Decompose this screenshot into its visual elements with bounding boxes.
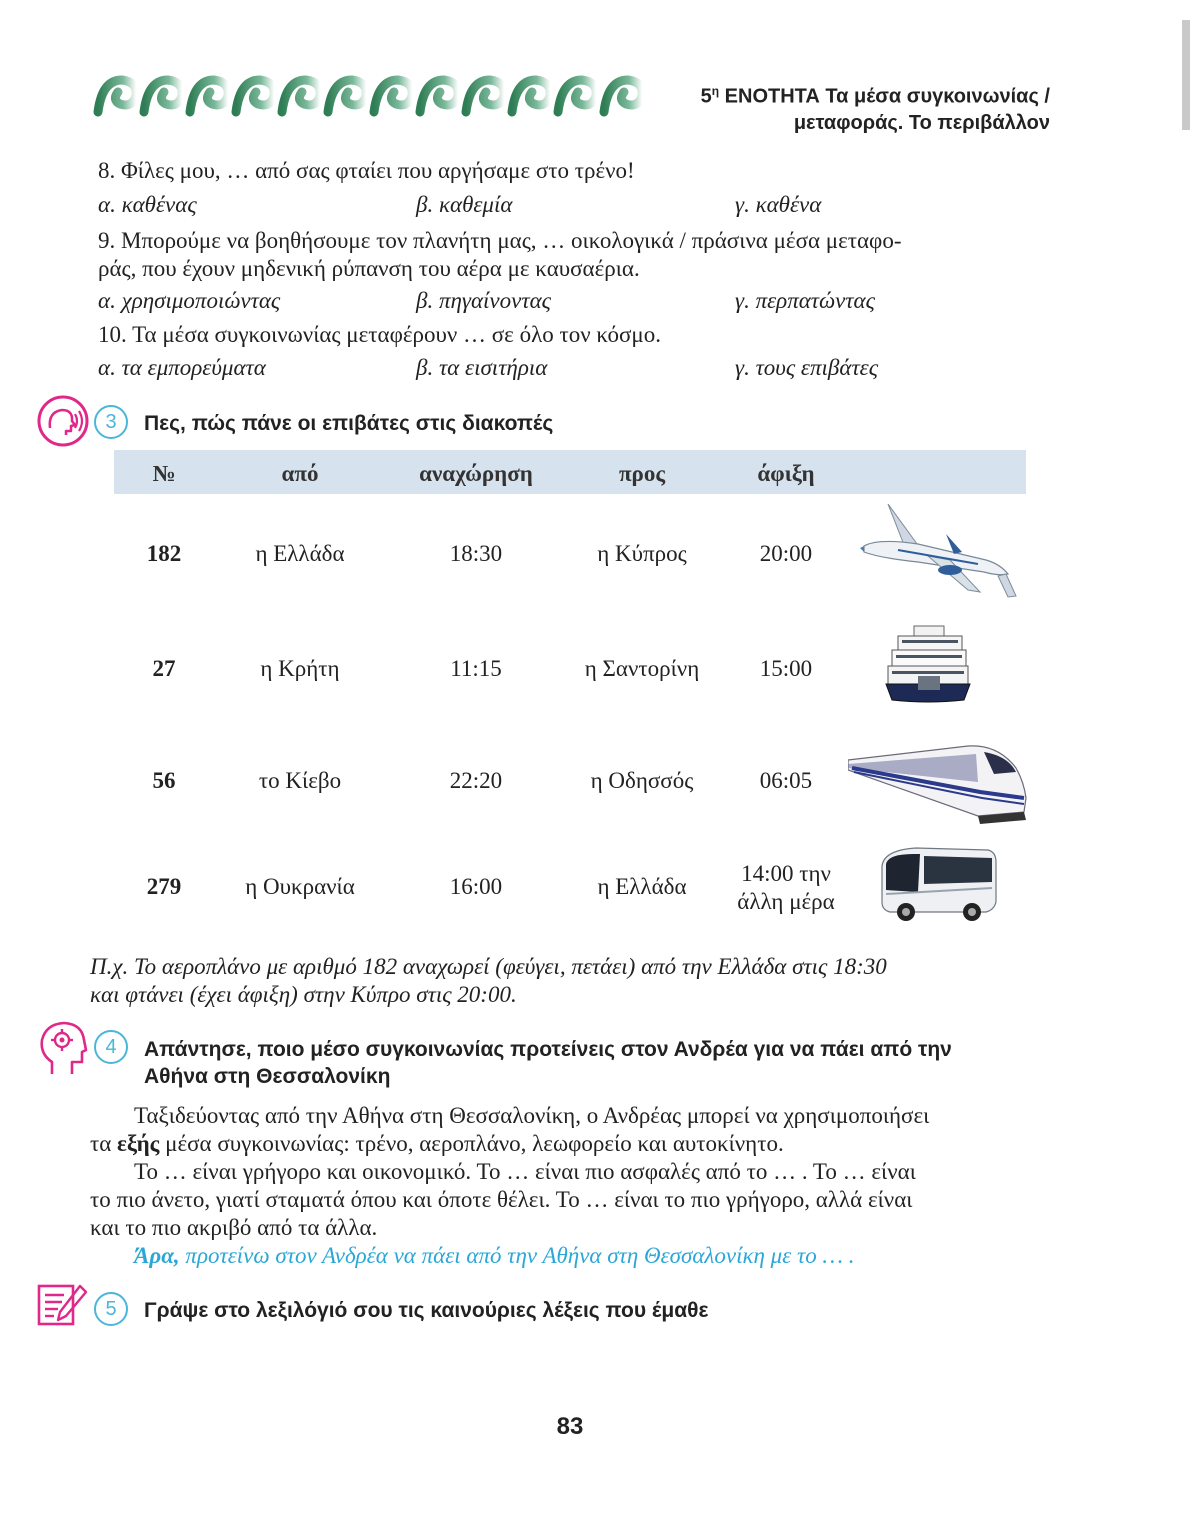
q8-option-b[interactable]: β. καθεμία <box>416 192 513 217</box>
col-to: προς <box>618 461 666 486</box>
unit-title <box>701 78 1050 136</box>
q9-option-b[interactable]: β. πηγαίνοντας <box>416 288 551 313</box>
table-row-2-number: 27 <box>152 656 176 681</box>
wave-spiral <box>190 80 228 112</box>
wave-spiral <box>282 80 320 112</box>
table-row-4-departure: 16:00 <box>449 874 503 899</box>
table-row-1-number: 182 <box>146 541 182 566</box>
speaking-icon <box>36 394 90 448</box>
unit-sup: η <box>711 84 720 98</box>
unit-title-line2: μεταφοράς. Το περιβάλλον <box>793 111 1050 134</box>
q10-option-c[interactable]: γ. τους επιβάτες <box>735 355 879 380</box>
table-row-3-number: 56 <box>152 768 176 793</box>
q9-option-a[interactable]: α. χρησιμοποιώντας <box>98 288 281 313</box>
wave-spiral <box>604 80 642 112</box>
q8-option-c[interactable]: γ. καθένα <box>735 192 822 217</box>
table-row-1-to: η Κύπρος <box>597 541 687 566</box>
paragraph-1-line1: Ταξιδεύοντας από την Αθήνα στη Θεσσαλονίκη, ο Ανδρέας μπορεί να χρησιμοποιήσει <box>134 1103 930 1128</box>
conclusion-text: προτείνω στον Ανδρέα να πάει από την Αθήνα στη Θεσσαλονίκη με το … . <box>179 1243 855 1268</box>
table-row-1-arrival: 20:00 <box>759 541 813 566</box>
example-line2: και φτάνει (έχει άφιξη) στην Κύπρο στις 20:00. <box>90 982 517 1007</box>
table-row-1-from: η Ελλάδα <box>255 541 345 566</box>
paragraph-2-line1: Το … είναι γρήγορο και οικονομικό. Το … είναι πιο ασφαλές από το … . Το … είναι <box>134 1159 916 1184</box>
wave-spiral <box>466 80 504 112</box>
exercise-3-number: 3 <box>94 405 128 439</box>
question-9-line2: ράς, που έχουν μηδενική ρύπανση του αέρα με καυσαέρια. <box>98 256 640 281</box>
page-edge <box>1182 20 1190 130</box>
exercise-4-number: 4 <box>94 1030 128 1064</box>
question-9-line1: 9. Μπορούμε να βοηθήσουμε τον πλανήτη μας, … οικολογικά / πράσινα μέσα μεταφο- <box>98 228 902 253</box>
p1-suffix: μέσα συγκοινωνίας: τρένο, αεροπλάνο, λεωφορείο και αυτοκίνητο. <box>159 1131 784 1156</box>
q10-option-b[interactable]: β. τα εισιτήρια <box>416 355 548 380</box>
wave-spiral <box>420 80 458 112</box>
table-row-2-arrival: 15:00 <box>759 656 813 681</box>
train-icon <box>848 738 1028 824</box>
wave-spiral <box>328 80 366 112</box>
table-row-2-to: η Σαντορίνη <box>584 656 700 681</box>
col-from: από <box>281 461 319 486</box>
greek-wave-ornament <box>90 72 660 120</box>
q9-option-c[interactable]: γ. περπατώντας <box>735 288 875 313</box>
table-row-1-departure: 18:30 <box>449 541 503 566</box>
wave-spiral <box>512 80 550 112</box>
table-row-3-to: η Οδησσός <box>590 768 694 793</box>
wave-spiral <box>236 80 274 112</box>
paragraph-2-line3: και το πιο ακριβό από τα άλλα. <box>90 1215 378 1240</box>
col-departure: αναχώρηση <box>419 461 533 486</box>
conclusion-line <box>90 1242 1050 1270</box>
wave-spiral <box>144 80 182 112</box>
question-10: 10. Τα μέσα συγκοινωνίας μεταφέρουν … σε όλο τον κόσμο. <box>98 322 661 347</box>
bus-icon <box>876 842 1000 926</box>
table-row-4-number: 279 <box>146 874 182 899</box>
exercise-5-title: Γράψε στο λεξιλόγιό σου τις καινούριες λέξεις που έμαθε <box>144 1299 709 1322</box>
exercise-3-title: Πες, πώς πάνε οι επιβάτες στις διακοπές <box>144 412 554 435</box>
table-row-3-departure: 22:20 <box>449 768 503 793</box>
p1-bold-word: εξής <box>117 1131 160 1156</box>
col-arrival: άφιξη <box>757 461 815 486</box>
col-number: № <box>152 461 176 486</box>
ferry-icon <box>884 624 972 706</box>
p1-prefix: τα <box>90 1131 118 1156</box>
wave-spiral <box>374 80 412 112</box>
airplane-icon <box>858 504 1018 600</box>
unit-title-line1: ΕΝΟΤΗΤΑ Τα μέσα συγκοινωνίας / <box>719 85 1050 108</box>
example-line1: Π.χ. Το αεροπλάνο με αριθμό 182 αναχωρεί (φεύγει, πετάει) από την Ελλάδα στις 18:30 <box>90 954 887 979</box>
exercise-4-title-line2: Αθήνα στη Θεσσαλονίκη <box>144 1065 391 1088</box>
wave-spiral <box>98 80 136 112</box>
unit-number: 5 <box>700 85 712 108</box>
paragraph-1-line2 <box>90 1130 1050 1158</box>
exercise-5-number: 5 <box>94 1292 128 1326</box>
table-row-3-arrival: 06:05 <box>759 768 813 793</box>
paragraph-2-line2: το πιο άνετο, γιατί σταματά όπου και όποτε θέλει. Το … είναι το πιο γρήγορο, αλλά είναι <box>90 1187 913 1212</box>
table-row-2-departure: 11:15 <box>450 656 502 681</box>
table-row-4-from: η Ουκρανία <box>245 874 355 899</box>
table-row-4-arrival-line1: 14:00 την <box>741 861 831 886</box>
table-row-4-to: η Ελλάδα <box>597 874 687 899</box>
table-row-3-from: το Κίεβο <box>258 768 342 793</box>
writing-icon <box>36 1282 88 1328</box>
q10-option-a[interactable]: α. τα εμπορεύματα <box>98 355 266 380</box>
table-row-4-arrival-line2: άλλη μέρα <box>737 889 835 914</box>
question-8: 8. Φίλες μου, … από σας φταίει που αργήσαμε στο τρένο! <box>98 158 635 183</box>
wave-spiral <box>558 80 596 112</box>
conclusion-bold: Άρα, <box>134 1243 180 1268</box>
q8-option-a[interactable]: α. καθένας <box>98 192 197 217</box>
table-row-4-arrival <box>716 860 856 916</box>
page-number: 83 <box>556 1413 584 1440</box>
table-row-2-from: η Κρήτη <box>260 656 340 681</box>
exercise-4-title-line1: Απάντησε, ποιο μέσο συγκοινωνίας προτείνεις στον Ανδρέα για να πάει από την <box>144 1038 952 1061</box>
thinking-head-icon <box>38 1020 88 1076</box>
